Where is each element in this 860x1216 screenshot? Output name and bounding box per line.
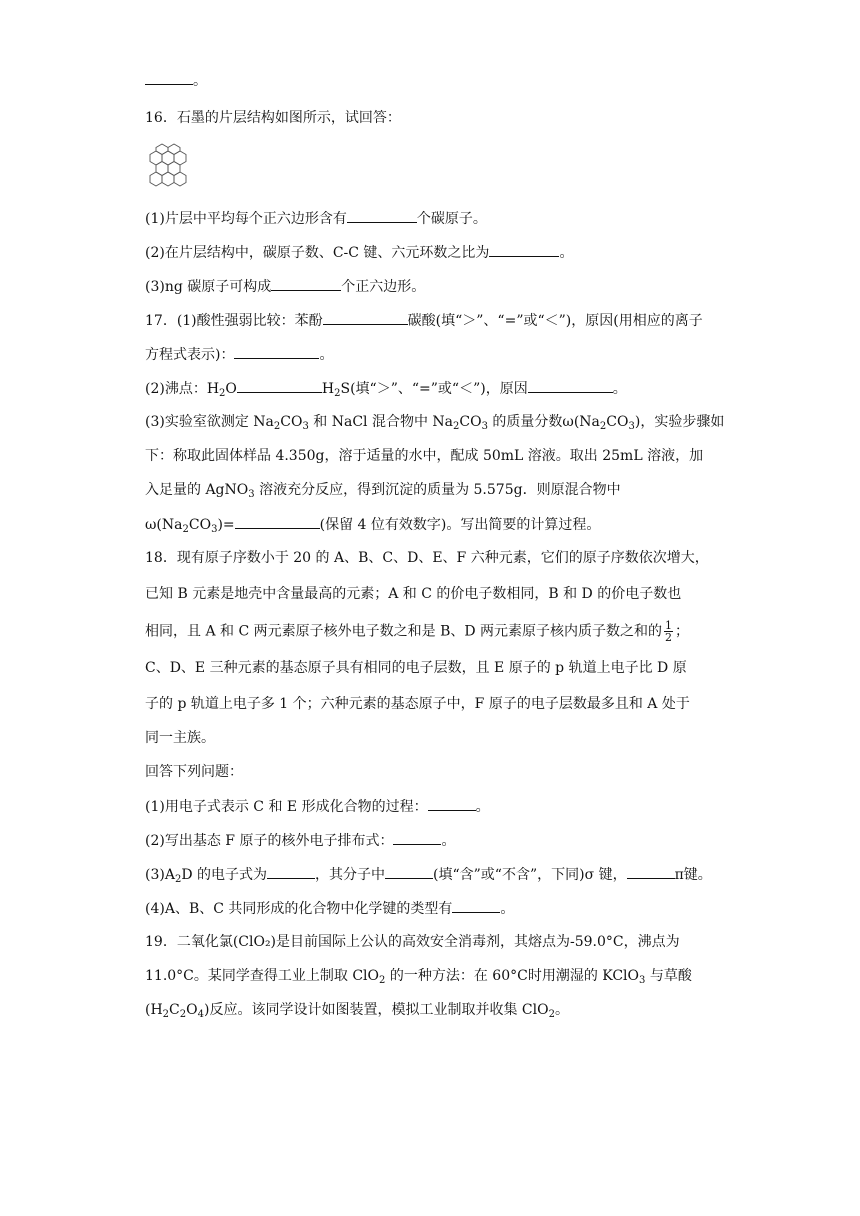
q18-line3: 相同，且 A 和 C 两元素原子核外电子数之和是 B、D 两元素原子核内质子数之和的 $\frac{1}{2}$ ； [145, 619, 690, 644]
q18-line1: 18．现有原子序数小于 20 的 A、B、C、D、E、F 六种元素，它们的原子序数依次增大， [145, 550, 709, 566]
fraction-one-half: $\frac{1}{2}$ [665, 619, 673, 644]
q17-part3-line2: 下：称取此固体样品 4.350g，溶于适量的水中，配成 50mL 溶液。取出 25mL 溶液，加 [145, 448, 704, 464]
q18-part3: $(3)A_2D$ 的电子式为 ，其分子中 (填“含”或“不含”，下同)σ 键， π键。 [145, 864, 720, 885]
q16-part3: (3)ng 碳原子可构成 个正六边形。 [145, 276, 720, 297]
q18-line4: C、D、E 三种元素的基态原子具有相同的电子层数，且 E 原子的 p 轨道上电子比 D 原 [145, 660, 687, 676]
q19-line2: 11.0°C。某同学查得工业上制取 ClO$_2$ 的一种方法：在 60°C时用潮湿的 KClO$_3$ 与草酸 [145, 968, 692, 986]
answer-blank[interactable] [489, 242, 559, 257]
q18-part4: (4)A、B、C 共同形成的化合物中化学键的类型有 。 [145, 898, 720, 919]
q17-part1: 17．(1)酸性强弱比较：苯酚 碳酸(填“＞”、“=”或“＜”)，原因(用相应的离子 [145, 310, 720, 331]
answer-blank[interactable] [237, 378, 322, 393]
line-prev-tail: 。 [145, 70, 720, 91]
answer-blank[interactable] [323, 310, 408, 325]
answer-blank[interactable] [627, 864, 675, 879]
answer-blank[interactable] [145, 70, 193, 85]
q17-part3-line4: $\omega(Na_2CO_3)=$ (保留 4 位有效数字)。写出简要的计算过程。 [145, 514, 720, 535]
q18-part1: (1)用电子式表示 C 和 E 形成化合物的过程： 。 [145, 796, 720, 817]
answer-blank[interactable] [235, 514, 320, 529]
answer-blank[interactable] [267, 864, 315, 879]
q19-line3: $(H_2C_2O_4)$反应。该同学设计如图装置，模拟工业制取并收集 ClO$_2$。 [145, 1002, 569, 1020]
answer-blank[interactable] [452, 898, 500, 913]
q18-line2: 已知 B 元素是地壳中含量最高的元素；A 和 C 的价电子数相同，B 和 D 的价电子数也 [145, 586, 682, 602]
answer-blank[interactable] [528, 378, 613, 393]
q18-line6: 同一主族。 [145, 730, 215, 746]
answer-blank[interactable] [271, 276, 341, 291]
answer-blank[interactable] [347, 208, 417, 223]
answer-blank[interactable] [393, 830, 441, 845]
q18-line5: 子的 p 轨道上电子多 1 个；六种元素的基态原子中，F 原子的电子层数最多且和 A 处于 [145, 696, 690, 712]
q18-answer-prompt: 回答下列问题： [145, 764, 243, 780]
q16-part2: (2)在片层结构中，碳原子数、C-C 键、六元环数之比为 。 [145, 242, 720, 263]
q17-part1-cont: 方程式表示)： 。 [145, 344, 720, 365]
q17-part3: (3)实验室欲测定 $Na_2CO_3$ 和 NaCl 混合物中 $Na_2CO_3$ 的质量分数$\omega(Na_2CO_3)$，实验步骤如 [145, 414, 725, 432]
answer-blank[interactable] [428, 796, 476, 811]
q17-part2: (2)沸点：$H_2O$ $H_2S$(填“＞”、“=”或“＜”)，原因 。 [145, 378, 720, 399]
q19-line1: 19．二氧化氯(ClO₂)是目前国际上公认的高效安全消毒剂，其熔点为-59.0°C，沸点为 [145, 934, 680, 950]
q17-part3-line3: 入足量的 AgNO$_3$ 溶液充分反应，得到沉淀的质量为 5.575g．则原混合物中 [145, 482, 621, 500]
answer-blank[interactable] [385, 864, 433, 879]
answer-blank[interactable] [234, 344, 319, 359]
q18-part2: (2)写出基态 F 原子的核外电子排布式： 。 [145, 830, 720, 851]
question-16-title: 16．石墨的片层结构如图所示，试回答： [145, 110, 401, 126]
q16-part1: (1)片层中平均每个正六边形含有 个碳原子。 [145, 208, 720, 229]
graphite-layer-icon [145, 143, 191, 189]
